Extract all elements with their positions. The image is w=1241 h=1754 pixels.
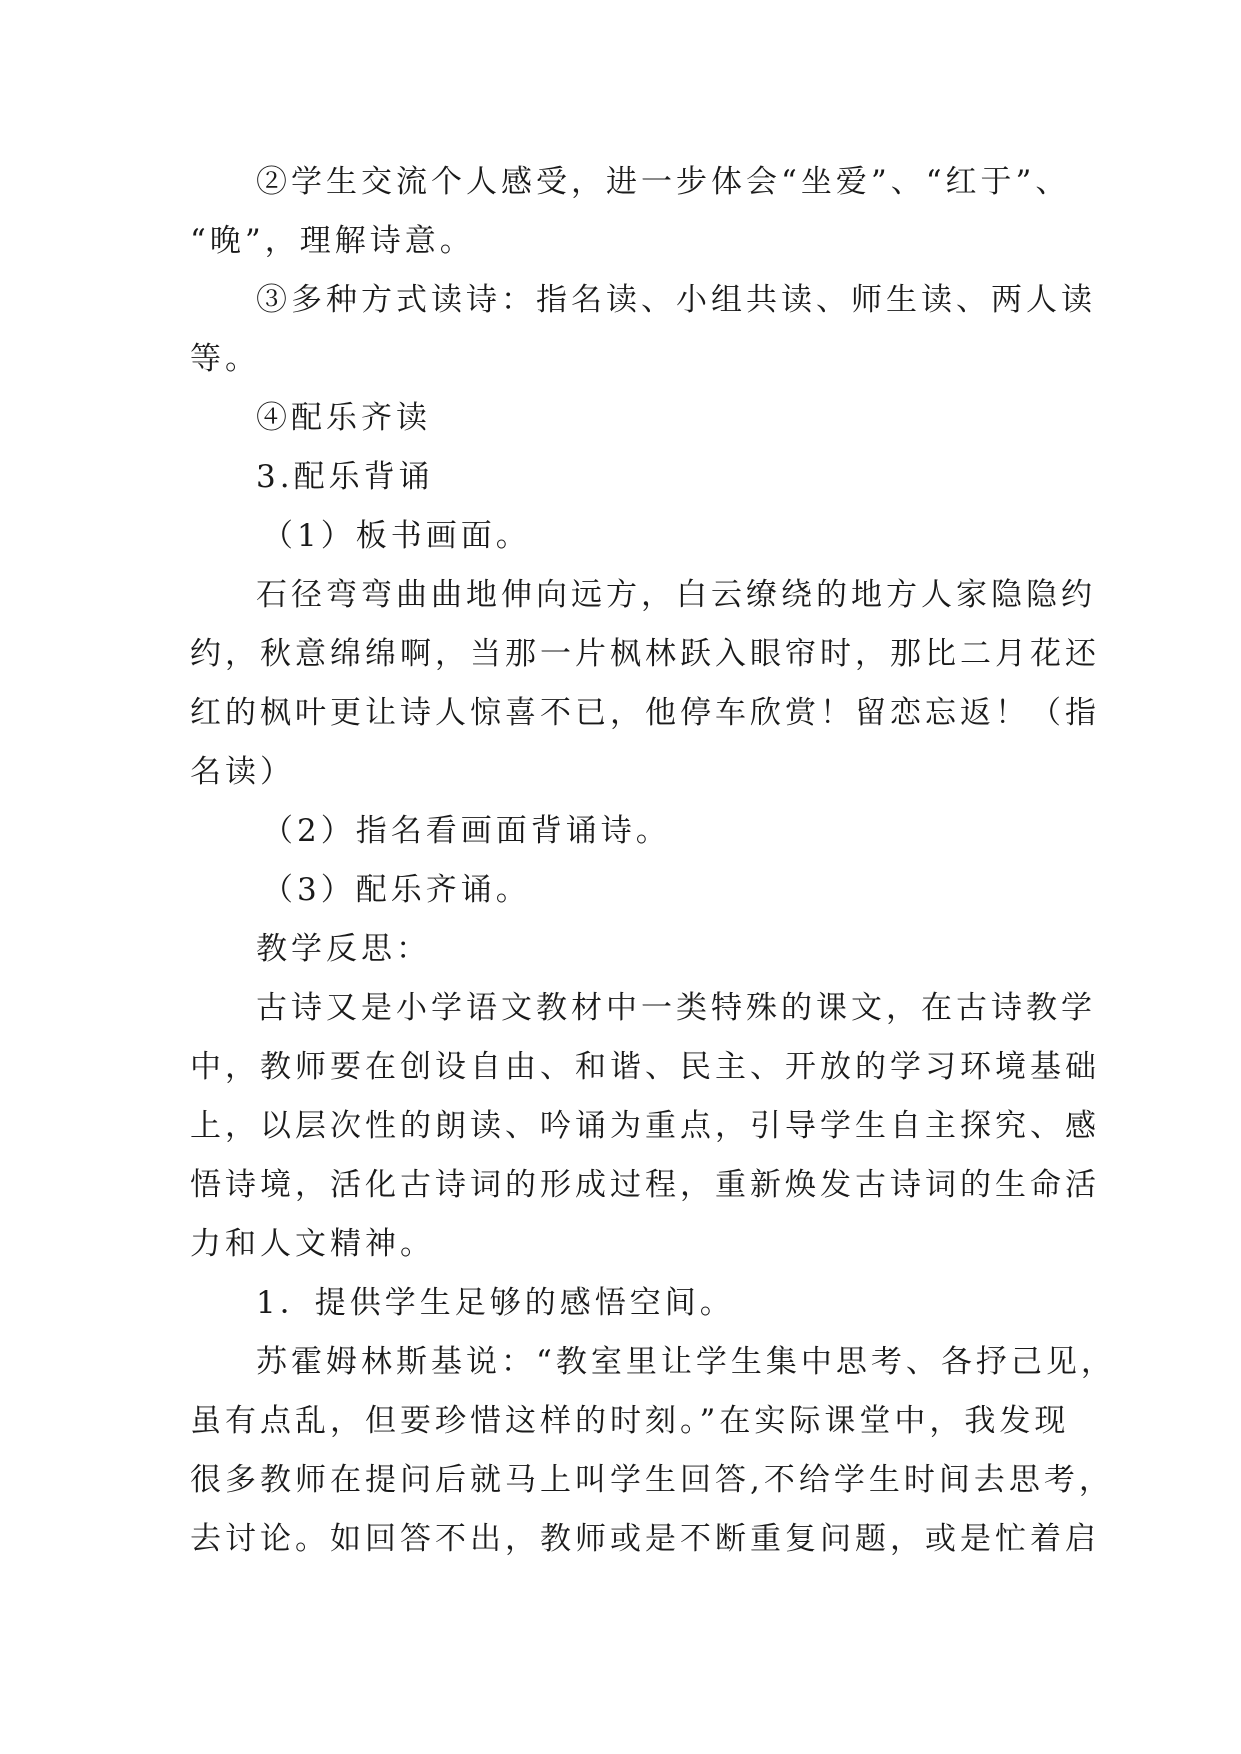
text-line: （1）板书画面。 <box>262 518 531 554</box>
text-line: ②学生交流个人感受，进一步体会“坐爱”、“红于”、 <box>256 164 1071 200</box>
text-line: 教学反思： <box>256 931 431 967</box>
text-line: “晚”，理解诗意。 <box>190 223 475 259</box>
text-line: ④配乐齐读 <box>256 400 431 436</box>
text-line: 去讨论。如回答不出，教师或是不断重复问题，或是忙着启 <box>190 1521 1100 1557</box>
text-line: 3.配乐背诵 <box>256 459 434 495</box>
text-line: （3）配乐齐诵。 <box>262 872 531 908</box>
text-line: 悟诗境，活化古诗词的形成过程，重新焕发古诗词的生命活 <box>190 1167 1100 1203</box>
text-line: 石径弯弯曲曲地伸向远方，白云缭绕的地方人家隐隐约 <box>256 577 1096 613</box>
text-line: 1．提供学生足够的感悟空间。 <box>256 1285 735 1321</box>
text-line: 苏霍姆林斯基说：“教室里让学生集中思考、各抒己见， <box>256 1344 1116 1380</box>
text-line: 约，秋意绵绵啊，当那一片枫林跃入眼帘时，那比二月花还 <box>190 636 1100 672</box>
text-line: 很多教师在提问后就马上叫学生回答,不给学生时间去思考， <box>190 1462 1114 1498</box>
text-line: 古诗又是小学语文教材中一类特殊的课文，在古诗教学 <box>256 990 1096 1026</box>
text-line: 红的枫叶更让诗人惊喜不已，他停车欣赏！留恋忘返！（指 <box>190 695 1100 731</box>
text-line: 上，以层次性的朗读、吟诵为重点，引导学生自主探究、感 <box>190 1108 1100 1144</box>
text-line: （2）指名看画面背诵诗。 <box>262 813 671 849</box>
text-line: 中，教师要在创设自由、和谐、民主、开放的学习环境基础 <box>190 1049 1100 1085</box>
text-line: 等。 <box>190 341 260 377</box>
text-line: 名读） <box>190 754 295 790</box>
text-line: 力和人文精神。 <box>190 1226 435 1262</box>
text-line: 虽有点乱，但要珍惜这样的时刻。”在实际课堂中，我发现 <box>190 1403 1070 1439</box>
text-line: ③多种方式读诗：指名读、小组共读、师生读、两人读 <box>256 282 1096 318</box>
